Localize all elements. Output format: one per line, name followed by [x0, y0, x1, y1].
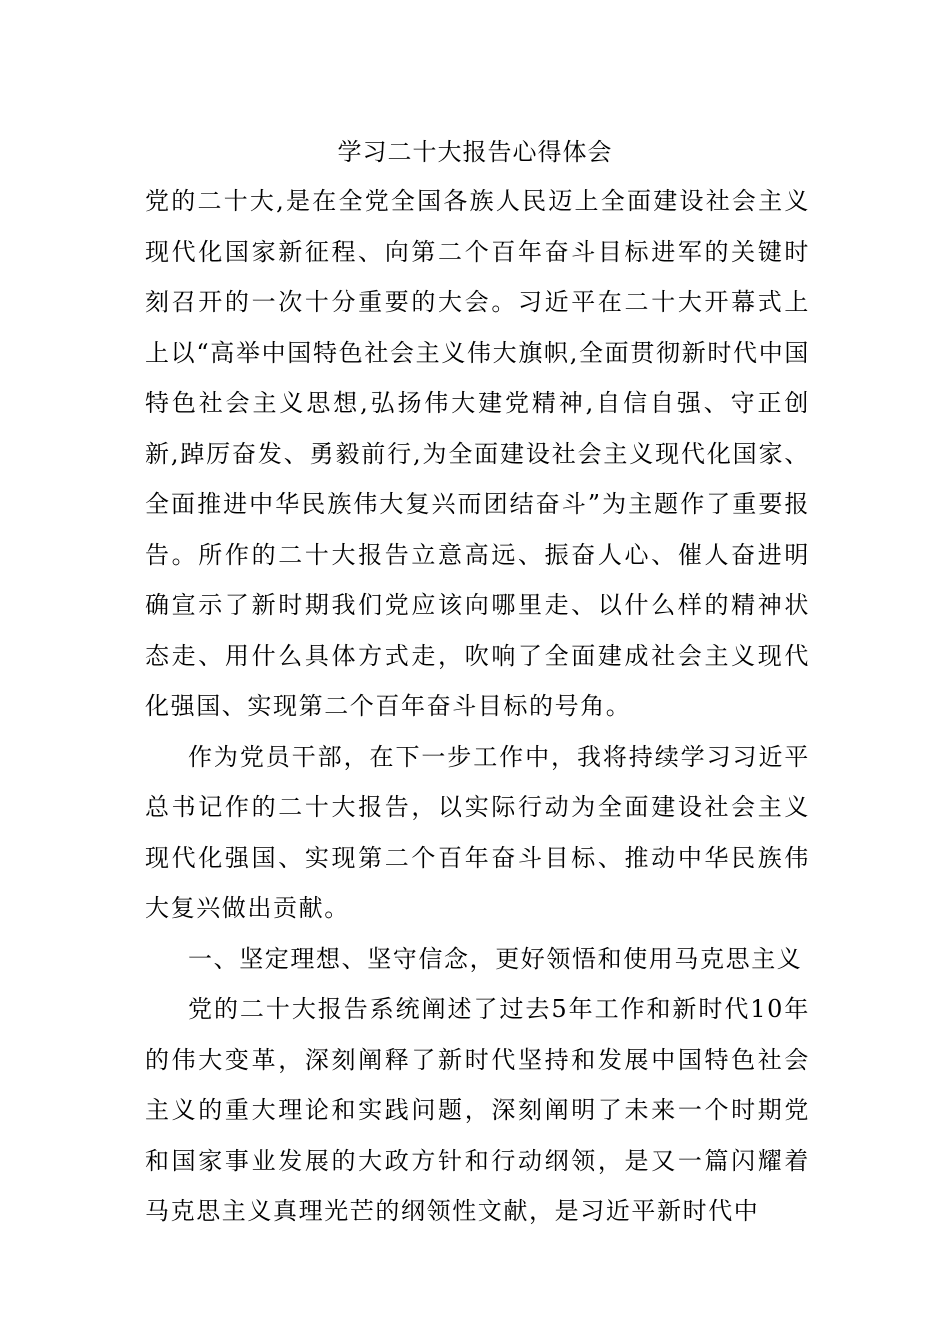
document-title: 学习二十大报告心得体会: [337, 138, 613, 166]
document-body: [145, 176, 810, 1237]
paragraph-2: 作为党员干部，在下一步工作中，我将持续学习习近平总书记作的二十大报告，以实际行动为全面建设社会主义现代化强国、实现第二个百年奋斗目标、推动中华民族伟大复兴做出贡献。: [145, 742, 810, 922]
section-heading-1: 一、坚定理想、坚守信念，更好领悟和使用马克思主义: [188, 944, 803, 973]
paragraph-1: 党的二十大,是在全党全国各族人民迈上全面建设社会主义现代化国家新征程、向第二个百年奋斗目标进军的关键时刻召开的一次十分重要的大会。习近平在二十大开幕式上上以“高举中国特色社会主义伟大旗帜,全面贯彻新时代中国特色社会主义思想,弘扬伟大建党精神,自信自强、守正创新,踔厉奋发、勇毅前行,为全面建设社会主义现代化国家、全面推进中华民族伟大复兴而团结奋斗”为主题作了重要报告。所作的二十大报告立意高远、振奋人心、催人奋进明确宣示了新时期我们党应该向哪里走、以什么样的精神状态走、用什么具体方式走，吹响了全面建成社会主义现代化强国、实现第二个百年奋斗目标的号角。: [145, 187, 810, 720]
paragraph-3: 党的二十大报告系统阐述了过去5年工作和新时代10年的伟大变革，深刻阐释了新时代坚持和发展中国特色社会主义的重大理论和实践问题，深刻阐明了未来一个时期党和国家事业发展的大政方针和行动纲领，是又一篇闪耀着马克思主义真理光芒的纲领性文献，是习近平新时代中: [145, 995, 810, 1225]
